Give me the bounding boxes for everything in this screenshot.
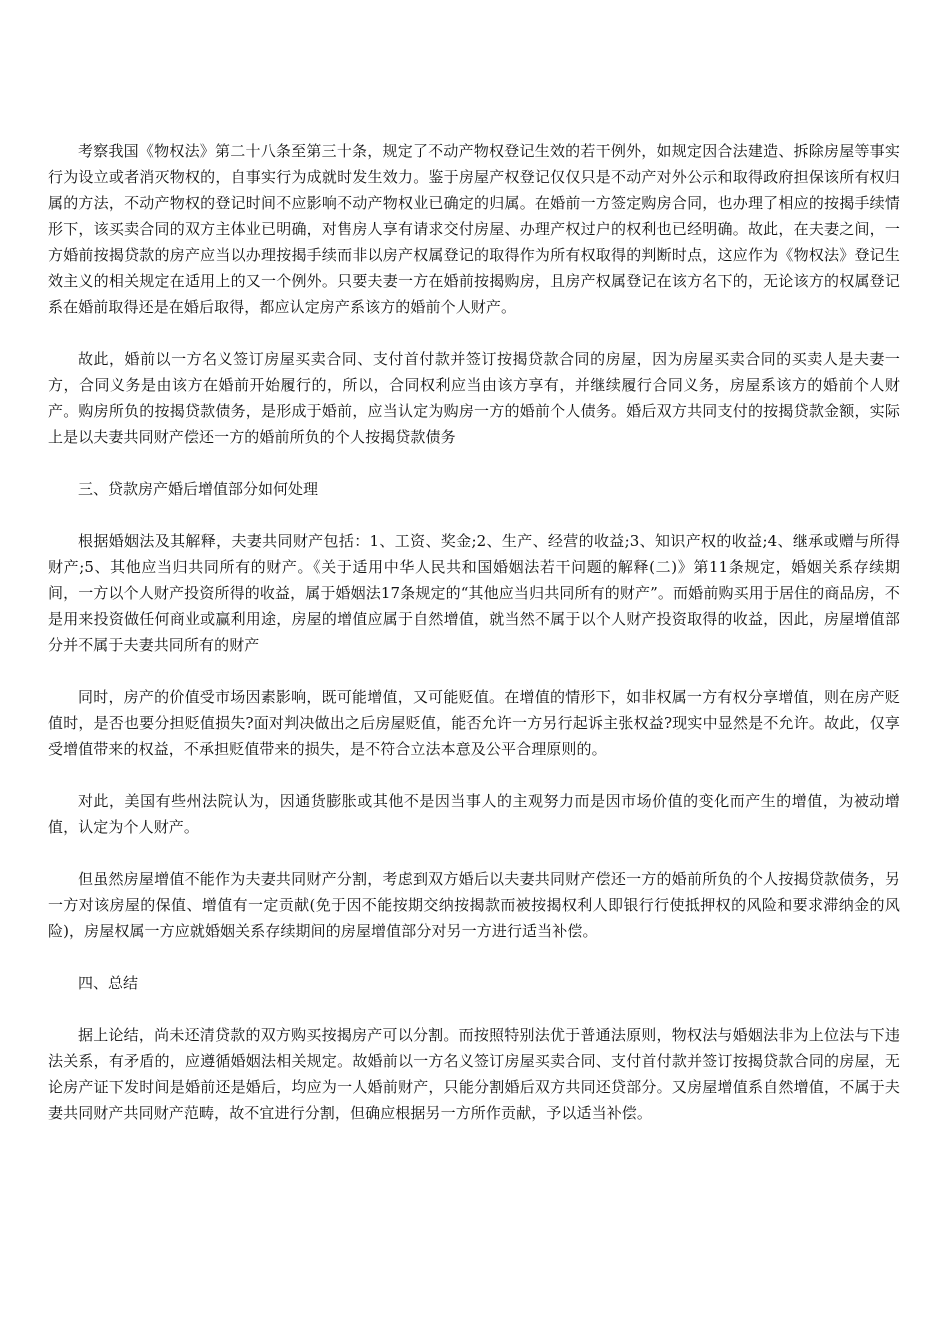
paragraph-us-courts: 对此，美国有些州法院认为，因通货膨胀或其他不是因当事人的主观努力而是因市场价值的变化而产生的增值，为被动增值，认定为个人财产。 (48, 792, 900, 836)
paragraph-registration-exceptions: 考察我国《物权法》第二十八条至第三十条，规定了不动产物权登记生效的若干例外，如规定因合法建造、拆除房屋等事实行为设立或者消灭物权的，自事实行为成就时发生效力。鉴于房屋产权登记仅仅只是不动产对外公示和取得政府担保该所有权归属的方法，不动产物权的登记时间不应影响不动产物权业已确定的归属。在婚前一方签定购房合同，也办理了相应的按揭手续情形下，该买卖合同的双方主体业已明确，对售房人享有请求交付房屋、办理产权过户的权利也已经明确。故此，在夫妻之间，一方婚前按揭贷款的房产应当以办理按揭手续而非以房产权属登记的取得作为所有权取得的判断时点，这应作为《物权法》登记生效主义的相关规定在适用上的又一个例外。只要夫妻一方在婚前按揭购房，且房产权属登记在该方名下的，无论该方的权属登记系在婚前取得还是在婚后取得，都应认定房产系该方的婚前个人财产。 (48, 142, 900, 316)
section-heading-summary: 四、总结 (78, 974, 139, 992)
paragraph-premarital-property: 故此，婚前以一方名义签订房屋买卖合同、支付首付款并签订按揭贷款合同的房屋，因为房屋买卖合同的买卖人是夫妻一方，合同义务是由该方在婚前开始履行的，所以，合同权利应当由该方享有，并继续履行合同义务，房屋系该方的婚前个人财产。购房所负的按揭贷款债务，是形成于婚前，应当认定为购房一方的婚前个人债务。婚后双方共同支付的按揭贷款金额，实际上是以夫妻共同财产偿还一方的婚前所负的个人按揭贷款债务 (48, 350, 900, 446)
section-heading-appreciation: 三、贷款房产婚后增值部分如何处理 (78, 480, 319, 498)
paragraph-market-value: 同时，房产的价值受市场因素影响，既可能增值，又可能贬值。在增值的情形下，如非权属一方有权分享增值，则在房产贬值时，是否也要分担贬值损失?面对判决做出之后房屋贬值，能否允许一方另行起诉主张权益?现实中显然是不允许。故此，仅享受增值带来的权益，不承担贬值带来的损失，是不符合立法本意及公平合理原则的。 (48, 688, 900, 758)
document-body (48, 138, 900, 1152)
paragraph-compensation: 但虽然房屋增值不能作为夫妻共同财产分割，考虑到双方婚后以夫妻共同财产偿还一方的婚前所负的个人按揭贷款债务，另一方对该房屋的保值、增值有一定贡献(免于因不能按期交纳按揭款而被按揭权利人即银行行使抵押权的风险和要求滞纳金的风险)，房屋权属一方应就婚姻关系存续期间的房屋增值部分对另一方进行适当补偿。 (48, 870, 900, 940)
paragraph-joint-property-definition: 根据婚姻法及其解释，夫妻共同财产包括：1、工资、奖金;2、生产、经营的收益;3、知识产权的收益;4、继承或赠与所得财产;5、其他应当归共同所有的财产。《关于适用中华人民共和国婚姻法若干问题的解释(二)》第11条规定，婚姻关系存续期间，一方以个人财产投资所得的收益，属于婚姻法17条规定的“其他应当归共同所有的财产”。而婚前购买用于居住的商品房，不是用来投资做任何商业或赢利用途，房屋的增值应属于自然增值，就当然不属于以个人财产投资取得的收益，因此，房屋增值部分并不属于夫妻共同所有的财产 (48, 532, 900, 654)
paragraph-conclusion: 据上论结，尚未还清贷款的双方购买按揭房产可以分割。而按照特别法优于普通法原则，物权法与婚姻法非为上位法与下违法关系，有矛盾的，应遵循婚姻法相关规定。故婚前以一方名义签订房屋买卖合同、支付首付款并签订按揭贷款合同的房屋，无论房产证下发时间是婚前还是婚后，均应为一人婚前财产，只能分割婚后双方共同还贷部分。又房屋增值系自然增值，不属于夫妻共同财产共同财产范畴，故不宜进行分割，但确应根据另一方所作贡献，予以适当补偿。 (48, 1026, 900, 1122)
